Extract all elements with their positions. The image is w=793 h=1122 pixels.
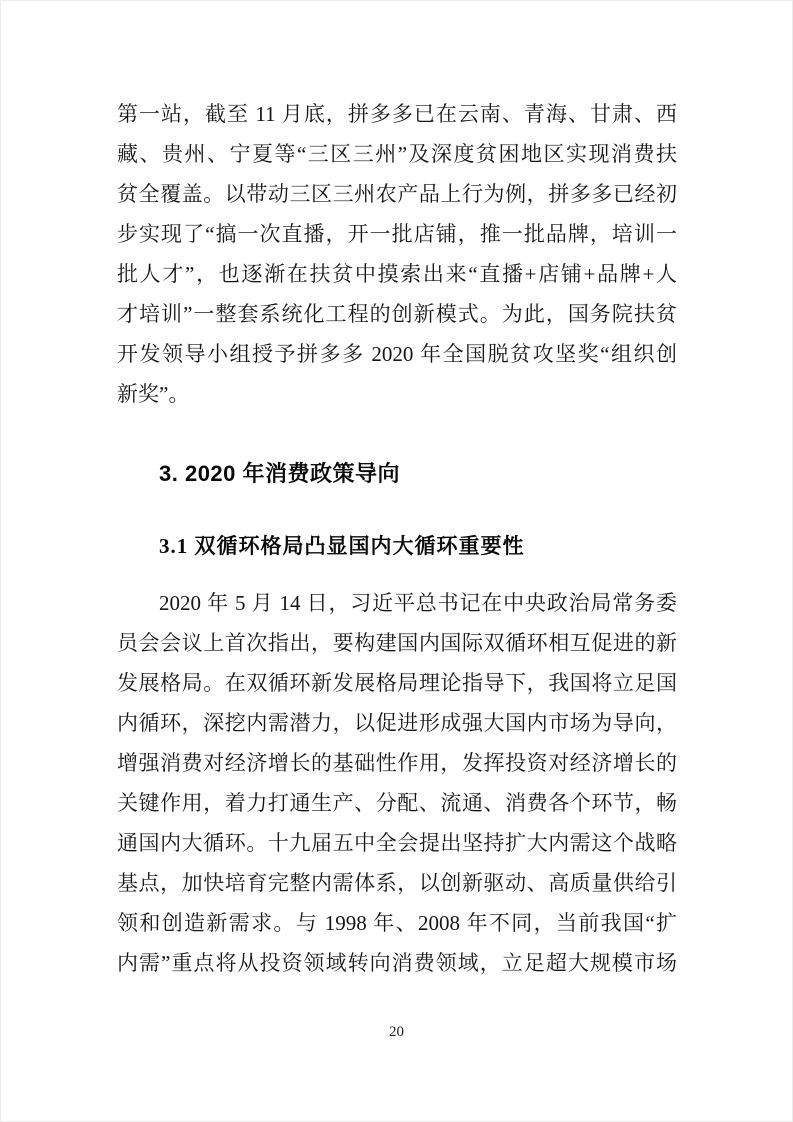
text-line: 新奖”。 xyxy=(117,382,190,406)
text-line: 批人才”，也逐渐在扶贫中摸索出来“直播+店铺+品牌+人 xyxy=(117,262,677,286)
page-content xyxy=(117,0,677,983)
text-line: 开发领导小组授予拼多多 2020 年全国脱贫攻坚奖“组织创 xyxy=(117,342,677,366)
text-line: 步实现了“搞一次直播，开一批店铺，推一批品牌，培训一 xyxy=(117,222,677,246)
paragraph-dual-circulation xyxy=(117,583,677,983)
paragraph-poverty-relief xyxy=(117,94,677,414)
text-line: 藏、贵州、宁夏等“三区三州”及深度贫困地区实现消费扶 xyxy=(117,142,677,166)
text-line: 第一站，截至 11 月底，拼多多已在云南、青海、甘肃、西 xyxy=(117,102,677,126)
text-line: 领和创造新需求。与 1998 年、2008 年不同，当前我国“扩 xyxy=(117,911,677,935)
section-heading-2020-consumption-policy: 3. 2020 年消费政策导向 xyxy=(159,461,401,486)
text-line: 2020 年 5 月 14 日，习近平总书记在中央政治局常务委 xyxy=(159,591,677,615)
text-line: 关键作用，着力打通生产、分配、流通、消费各个环节，畅 xyxy=(117,791,677,815)
text-line: 员会会议上首次指出，要构建国内国际双循环相互促进的新 xyxy=(117,631,677,655)
text-line: 内循环，深挖内需潜力，以促进形成强大国内市场为导向， xyxy=(117,711,677,735)
text-line: 内需”重点将从投资领域转向消费领域，立足超大规模市场 xyxy=(117,951,677,975)
text-line: 发展格局。在双循环新发展格局理论指导下，我国将立足国 xyxy=(117,671,677,695)
text-line: 基点，加快培育完整内需体系，以创新驱动、高质量供给引 xyxy=(117,871,677,895)
text-line: 贫全覆盖。以带动三区三州农产品上行为例，拼多多已经初 xyxy=(117,182,677,206)
page-number: 20 xyxy=(389,1024,404,1040)
subsection-heading-dual-circulation: 3.1 双循环格局凸显国内大循环重要性 xyxy=(159,534,525,558)
text-line: 增强消费对经济增长的基础性作用，发挥投资对经济增长的 xyxy=(117,751,677,775)
text-line: 才培训”一整套系统化工程的创新模式。为此，国务院扶贫 xyxy=(117,302,677,326)
text-line: 通国内大循环。十九届五中全会提出坚持扩大内需这个战略 xyxy=(117,831,677,855)
